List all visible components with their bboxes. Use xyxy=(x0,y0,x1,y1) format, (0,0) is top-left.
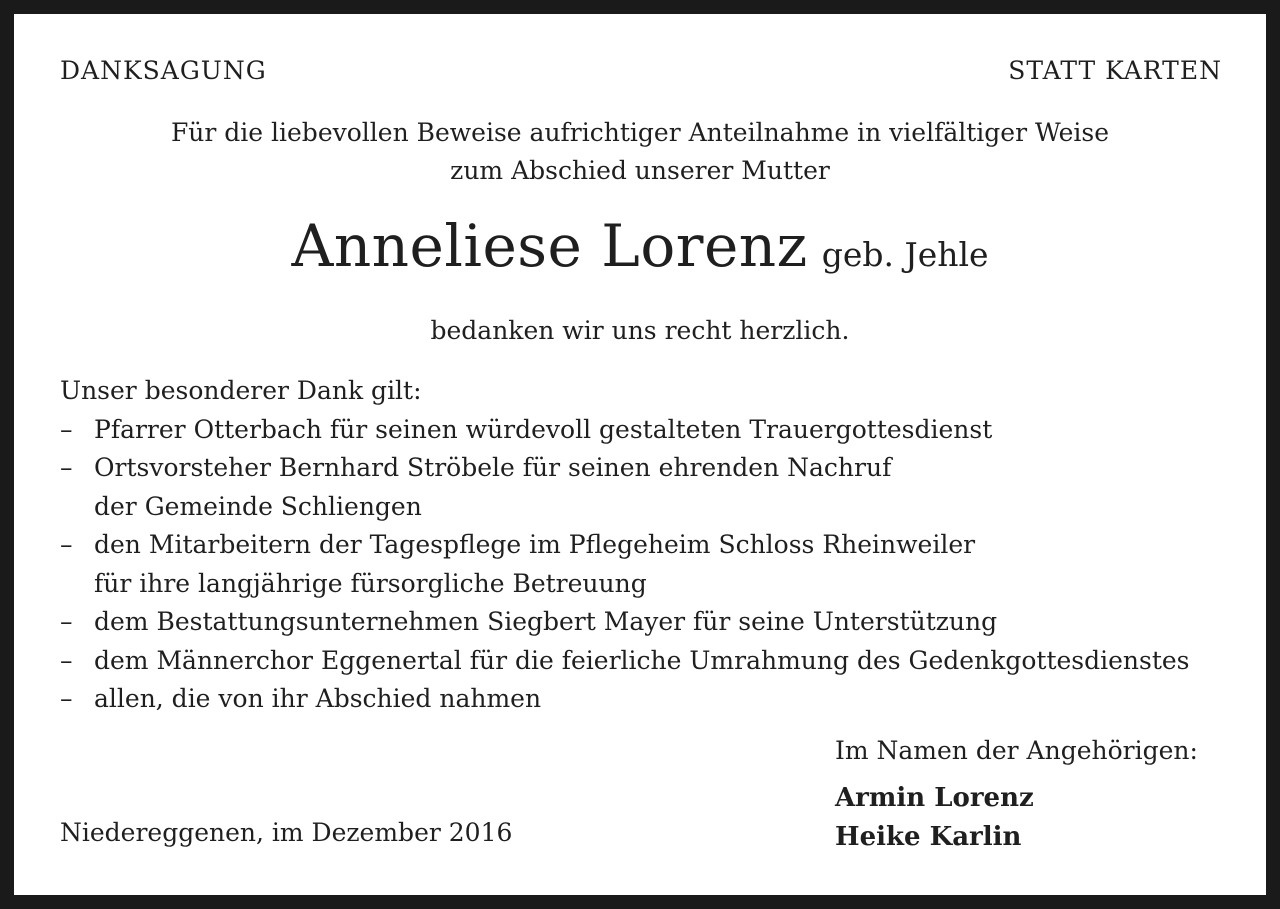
list-item-text: Ortsvorsteher Bernhard Ströbele für seinen ehrenden Nachruf der Gemeinde Schliengen xyxy=(94,453,892,521)
list-item xyxy=(60,680,1190,719)
list-item xyxy=(60,642,1190,681)
thanks-line: bedanken wir uns recht herzlich. xyxy=(430,316,850,345)
deceased-birth-name: geb. Jehle xyxy=(821,235,989,274)
list-item xyxy=(60,411,1190,450)
list-item-text: den Mitarbeitern der Tagespflege im Pflegeheim Schloss Rheinweiler für ihre langjährige fürsorgliche Betreuung xyxy=(94,530,976,598)
special-thanks-block xyxy=(60,372,1190,719)
signature-name: Heike Karlin xyxy=(835,822,1022,852)
list-item-text: dem Männerchor Eggenertal für die feierliche Umrahmung des Gedenkgottesdienstes xyxy=(94,645,1190,675)
dash-bullet: – xyxy=(60,645,73,675)
signature-name: Armin Lorenz xyxy=(835,783,1034,813)
intro-text xyxy=(14,114,1266,190)
special-thanks-list xyxy=(60,411,1190,719)
dash-bullet: – xyxy=(60,530,73,559)
dash-bullet: – xyxy=(60,414,73,444)
signature-intro: Im Namen der Angehörigen: xyxy=(835,736,1198,765)
deceased-name-line xyxy=(14,212,1266,280)
header-danksagung: DANKSAGUNG xyxy=(60,56,267,85)
list-item-text: Pfarrer Otterbach für seinen würdevoll gestalteten Trauergottesdienst xyxy=(94,414,993,444)
special-thanks-heading: Unser besonderer Dank gilt: xyxy=(60,376,422,405)
dash-bullet: – xyxy=(60,453,73,482)
list-item xyxy=(60,449,1190,526)
dash-bullet: – xyxy=(60,684,73,713)
list-item xyxy=(60,526,1190,603)
place-date: Niedereggenen, im Dezember 2016 xyxy=(60,818,513,847)
header-statt-karten: STATT KARTEN xyxy=(1008,56,1222,85)
obituary-card xyxy=(14,14,1266,895)
list-item-text: allen, die von ihr Abschied nahmen xyxy=(94,684,542,713)
list-item xyxy=(60,603,1190,642)
intro-line-2: zum Abschied unserer Mutter xyxy=(450,156,830,185)
intro-line-1: Für die liebevollen Beweise aufrichtiger Anteilnahme in vielfältiger Weise xyxy=(170,118,1110,147)
list-item-text: dem Bestattungsunternehmen Siegbert Mayer für seine Unterstützung xyxy=(94,607,998,636)
deceased-name: Anneliese Lorenz xyxy=(291,212,808,280)
dash-bullet: – xyxy=(60,607,73,636)
signature-names xyxy=(835,779,1034,857)
